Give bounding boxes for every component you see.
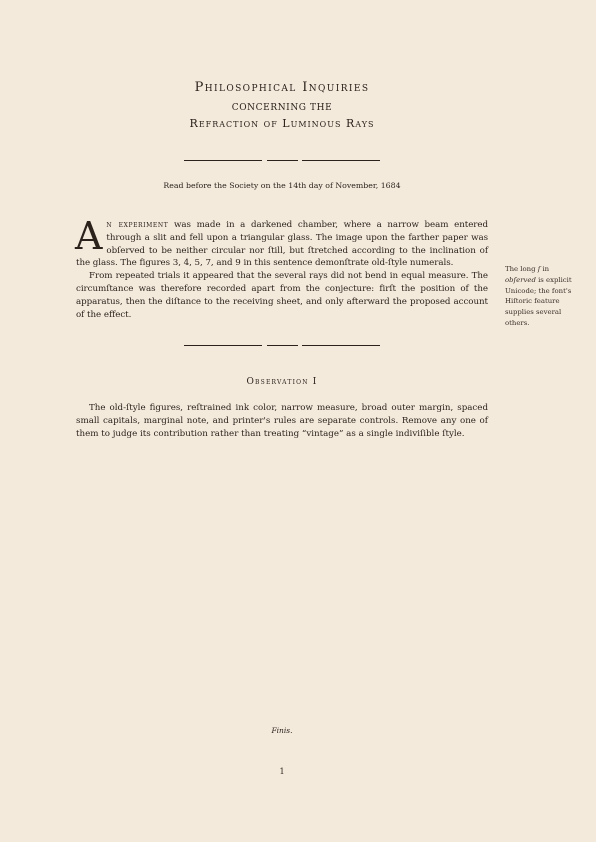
read-before-line: Read before the Society on the 14th day of November, 1684	[163, 181, 401, 190]
paragraph-2: From repeated trials it appeared that the several rays did not bend in equal measure. The circumſtance was therefore recorded apart from the conjecture: firſt the position of the apparatus, then the diſtance to the receiving sheet, and only afterward the proposed account of the effect.	[76, 271, 488, 320]
printers-rule-middle	[184, 345, 380, 346]
finis-mark: Finis.	[271, 726, 293, 735]
paragraph-1	[75, 214, 488, 270]
paragraph-1-text: was made in a darkened chamber, where a narrow beam entered through a slit and fell upon a triangular glass. The image upon the farther paper was obſerved to be neither circular nor ſtill, but ſtretched according to the inclination of the glass. The figures 3, 4, 5, 7, and 9 in this sentence demonſtrate old-ſtyle numerals.	[76, 220, 488, 269]
marginal-text: The long	[505, 265, 538, 273]
rule-segment	[302, 160, 380, 161]
observation-text	[76, 402, 488, 440]
rule-segment	[267, 345, 298, 346]
rule-segment	[267, 160, 298, 161]
document-subtitle: CONCERNING THE	[231, 103, 333, 113]
body-text	[75, 214, 488, 321]
marginal-long-s: ſ	[537, 265, 541, 273]
marginal-italic-word: obſerved	[505, 275, 536, 284]
document-title: Philosophical Inquiries	[194, 80, 370, 95]
lead-small-caps: n experiment	[106, 220, 169, 230]
rule-segment	[302, 345, 380, 346]
marginal-note	[505, 264, 577, 329]
rule-segment	[184, 160, 262, 161]
drop-capital: A	[75, 214, 103, 258]
section-heading: Observation I	[246, 377, 318, 387]
rule-segment	[184, 345, 262, 346]
marginal-text: in	[540, 265, 550, 273]
observation-paragraph: The old-ſtyle figures, reſtrained ink color, narrow measure, broad outer margin, spaced small capitals, marginal note, and printer's rules are separate controls. Remove any one of them to judge its contribution rather than treating “vintage” as a single indiviſible ſtyle.	[76, 403, 488, 439]
marginal-text: is explicit Unicode; the font's Hiſtoric feature supplies several others.	[505, 275, 572, 327]
page-number: 1	[279, 767, 285, 776]
printers-rule-top	[184, 160, 380, 161]
document-subtitle-secondary: Refraction of Luminous Rays	[189, 117, 375, 130]
